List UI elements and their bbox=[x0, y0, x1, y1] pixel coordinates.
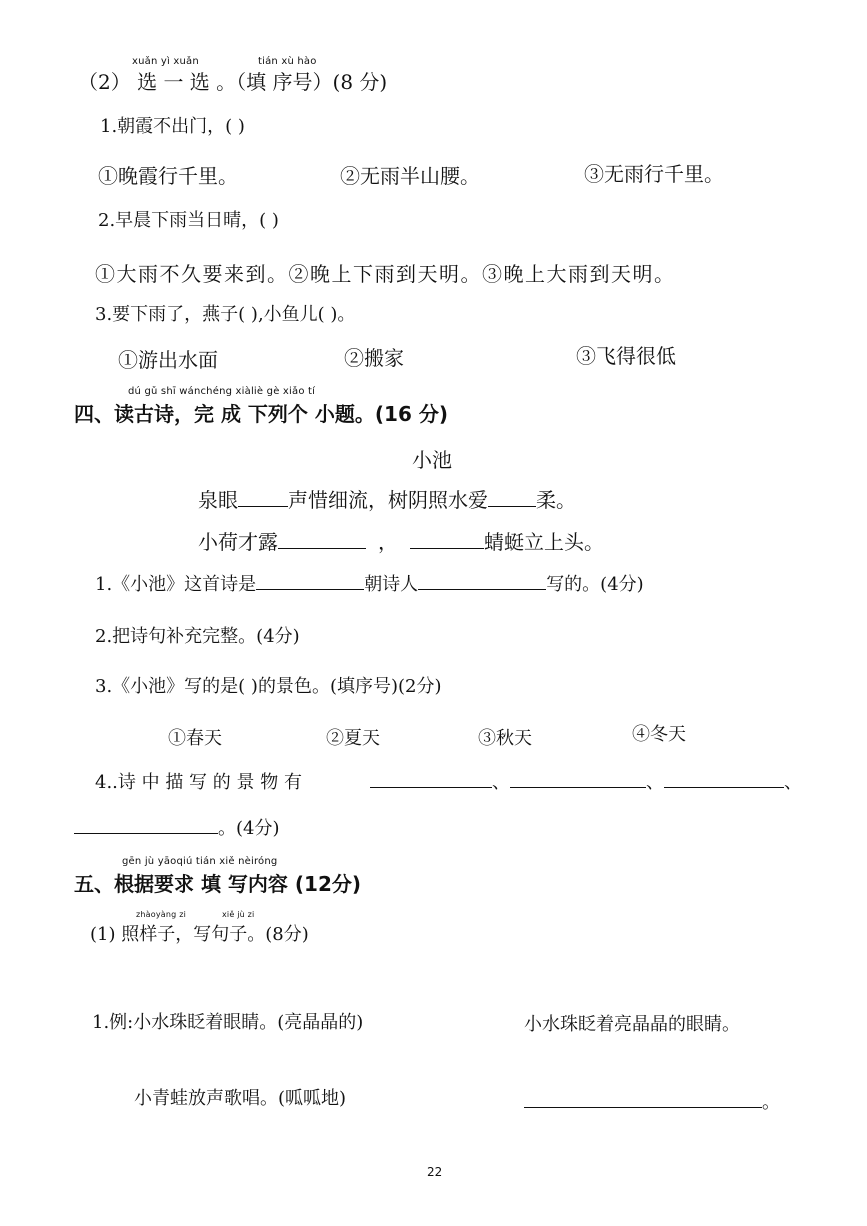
poem-line-2 bbox=[198, 526, 604, 555]
question-3-option-1: ①游出水面 bbox=[118, 348, 218, 372]
section-4-title: 四、读古诗，完 成 下列个 小题。(16 分) bbox=[74, 402, 448, 426]
poem-question-1-c: 写的。(4分) bbox=[546, 574, 644, 595]
scenery-blanks bbox=[370, 768, 802, 794]
page-number: 22 bbox=[427, 1165, 443, 1179]
subsection-pinyin-2: xiě jù zi bbox=[222, 910, 255, 919]
question-3: 3.要下雨了，燕子( ),小鱼儿( )。 bbox=[95, 304, 356, 325]
poem-question-1-a: 1.《小池》这首诗是 bbox=[95, 574, 257, 595]
pinyin-xuan-yi-xuan: xuǎn yì xuǎn bbox=[132, 56, 199, 67]
question-2-options: ①大雨不久要来到。②晚上下雨到天明。③晚上大雨到天明。 bbox=[95, 262, 676, 286]
poem-question-4-a: 4..诗 中 描 写 的 景 物 有 bbox=[95, 772, 302, 793]
question-1-option-1: ①晚霞行千里。 bbox=[98, 164, 238, 188]
section-2-title: （2） 选 一 选 。（填 序号）(8 分) bbox=[78, 70, 388, 94]
example-answer: 小水珠眨着亮晶晶的眼睛。 bbox=[524, 1014, 740, 1035]
poet-blank[interactable] bbox=[418, 571, 546, 590]
poem-question-3: 3.《小池》写的是( )的景色。(填序号)(2分) bbox=[95, 676, 442, 697]
poem-blank-1[interactable] bbox=[238, 486, 288, 507]
scenery-sep-2: 、 bbox=[646, 772, 664, 793]
poem-line-1-b: 声惜细流，树阴照水爱 bbox=[288, 488, 488, 512]
poem-title: 小池 bbox=[412, 448, 452, 472]
rewrite-answer-line bbox=[524, 1088, 780, 1114]
poem-question-2: 2.把诗句补充完整。(4分) bbox=[95, 626, 300, 647]
subsection-1-title: (1) 照样子，写句子。(8分) bbox=[90, 924, 309, 945]
poem-blank-2[interactable] bbox=[488, 486, 536, 507]
question-3-option-2: ②搬家 bbox=[344, 346, 404, 370]
scenery-blank-1[interactable] bbox=[370, 769, 492, 788]
poem-line-1-c: 柔。 bbox=[536, 488, 576, 512]
scenery-blank-3[interactable] bbox=[664, 769, 784, 788]
scenery-sep-3: 、 bbox=[784, 772, 802, 793]
poem-question-4 bbox=[95, 768, 302, 794]
subsection-pinyin-1: zhàoyàng zi bbox=[136, 910, 187, 919]
question-2: 2.早晨下雨当日晴，( ) bbox=[98, 210, 279, 231]
section-5-pinyin: gēn jù yāoqiú tián xiě nèiróng bbox=[122, 856, 278, 867]
scenery-blank-4[interactable] bbox=[74, 815, 218, 834]
question-3-option-3: ③飞得很低 bbox=[576, 344, 676, 368]
poem-question-1 bbox=[95, 570, 644, 596]
poem-line-1-a: 泉眼 bbox=[198, 488, 238, 512]
section-5-title: 五、根据要求 填 写内容 (12分) bbox=[74, 872, 362, 896]
season-option-1: ①春天 bbox=[168, 728, 222, 749]
season-option-3: ③秋天 bbox=[478, 728, 532, 749]
season-option-2: ②夏天 bbox=[326, 728, 380, 749]
question-1: 1.朝霞不出门，( ) bbox=[100, 116, 245, 137]
poem-line-2-c: 蜻蜓立上头。 bbox=[484, 530, 604, 554]
poem-blank-4[interactable] bbox=[410, 528, 484, 549]
rewrite-question: 小青蛙放声歌唱。(呱呱地) bbox=[134, 1088, 347, 1109]
dynasty-blank[interactable] bbox=[256, 571, 364, 590]
scenery-sep-1: 、 bbox=[492, 772, 510, 793]
rewrite-answer-end: 。 bbox=[762, 1092, 780, 1113]
rewrite-answer-blank[interactable] bbox=[524, 1089, 762, 1108]
question-1-option-3: ③无雨行千里。 bbox=[584, 162, 724, 186]
season-option-4: ④冬天 bbox=[632, 724, 686, 745]
poem-question-1-b: 朝诗人 bbox=[364, 574, 419, 595]
example-label: 1.例:小水珠眨着眼睛。(亮晶晶的) bbox=[92, 1012, 364, 1033]
pinyin-tian-xu-hao: tián xù hào bbox=[258, 56, 317, 67]
poem-blank-3[interactable] bbox=[278, 528, 366, 549]
poem-line-2-b: ， bbox=[378, 530, 398, 554]
scenery-end: 。(4分) bbox=[218, 818, 280, 839]
section-4-pinyin: dú gǔ shī wánchéng xiàliè gè xiǎo tí bbox=[128, 386, 316, 397]
scenery-line-2 bbox=[74, 814, 280, 840]
poem-line-1 bbox=[198, 484, 576, 513]
scenery-blank-2[interactable] bbox=[510, 769, 646, 788]
question-1-option-2: ②无雨半山腰。 bbox=[340, 164, 480, 188]
poem-line-2-a: 小荷才露 bbox=[198, 530, 278, 554]
